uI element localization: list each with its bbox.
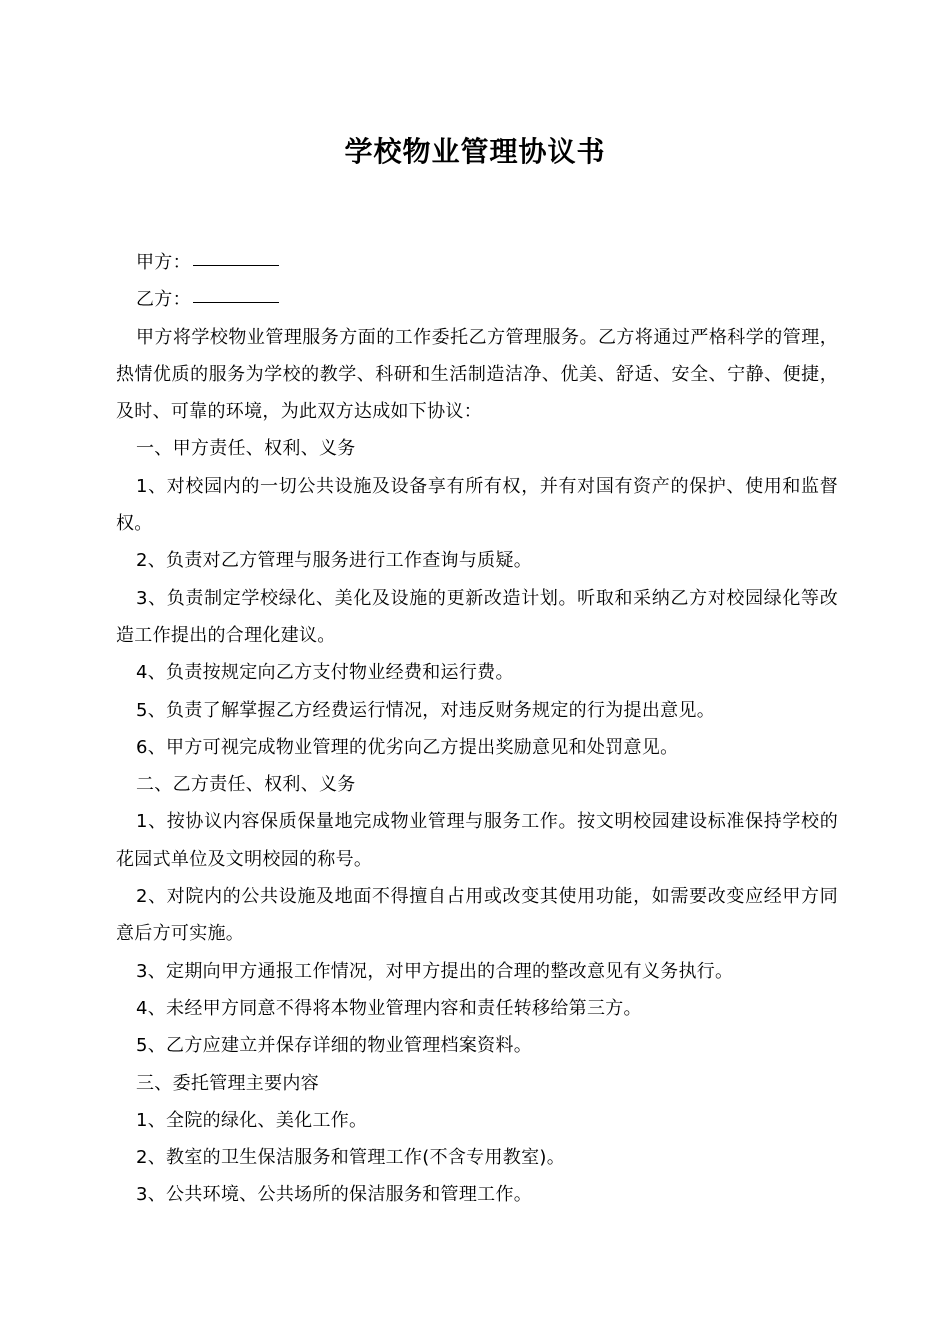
clause-paragraph: 1、按协议内容保质保量地完成物业管理与服务工作。按文明校园建设标准保持学校的花园式单位及文明校园的称号。 xyxy=(116,811,838,870)
party-a-line xyxy=(116,244,838,281)
intro-paragraph: 甲方将学校物业管理服务方面的工作委托乙方管理服务。乙方将通过严格科学的管理，热情优质的服务为学校的教学、科研和生活制造洁净、优美、舒适、安全、宁静、便捷，及时、可靠的环境，为此双方达成如下协议： xyxy=(116,326,838,423)
clause-paragraph: 4、负责按规定向乙方支付物业经费和运行费。 xyxy=(136,662,514,684)
clause-paragraph: 2、教室的卫生保洁服务和管理工作(不含专用教室)。 xyxy=(136,1147,565,1169)
clause-paragraph: 1、全院的绿化、美化工作。 xyxy=(136,1109,368,1131)
clause-paragraph: 3、负责制定学校绿化、美化及设施的更新改造计划。听取和采纳乙方对校园绿化等改造工作提出的合理化建议。 xyxy=(116,587,838,646)
section-heading-scope: 三、委托管理主要内容 xyxy=(136,1072,319,1094)
document-body xyxy=(116,244,838,1214)
document-title: 学校物业管理协议书 xyxy=(344,135,606,168)
section-heading-party-a: 一、甲方责任、权利、义务 xyxy=(136,438,356,460)
clause-paragraph: 5、负责了解掌握乙方经费运行情况，对违反财务规定的行为提出意见。 xyxy=(136,699,716,721)
clause-paragraph: 2、负责对乙方管理与服务进行工作查询与质疑。 xyxy=(136,550,533,572)
party-a-blank xyxy=(193,245,279,266)
clause-paragraph: 6、甲方可视完成物业管理的优劣向乙方提出奖励意见和处罚意见。 xyxy=(136,736,679,758)
clause-paragraph: 1、对校园内的一切公共设施及设备享有所有权，并有对国有资产的保护、使用和监督权。 xyxy=(116,475,838,535)
party-b-blank xyxy=(193,282,279,303)
clause-paragraph: 5、乙方应建立并保存详细的物业管理档案资料。 xyxy=(136,1035,533,1057)
party-b-line xyxy=(116,281,838,318)
party-a-label: 甲方： xyxy=(136,252,191,273)
party-b-label: 乙方： xyxy=(136,289,191,311)
clause-paragraph: 3、定期向甲方通报工作情况，对甲方提出的合理的整改意见有义务执行。 xyxy=(136,960,734,982)
clause-paragraph: 4、未经甲方同意不得将本物业管理内容和责任转移给第三方。 xyxy=(136,997,642,1019)
clause-paragraph: 2、对院内的公共设施及地面不得擅自占用或改变其使用功能，如需要改变应经甲方同意后方可实施。 xyxy=(116,886,838,945)
clause-paragraph: 3、公共环境、公共场所的保洁服务和管理工作。 xyxy=(136,1184,533,1206)
section-heading-party-b: 二、乙方责任、权利、义务 xyxy=(136,774,356,796)
